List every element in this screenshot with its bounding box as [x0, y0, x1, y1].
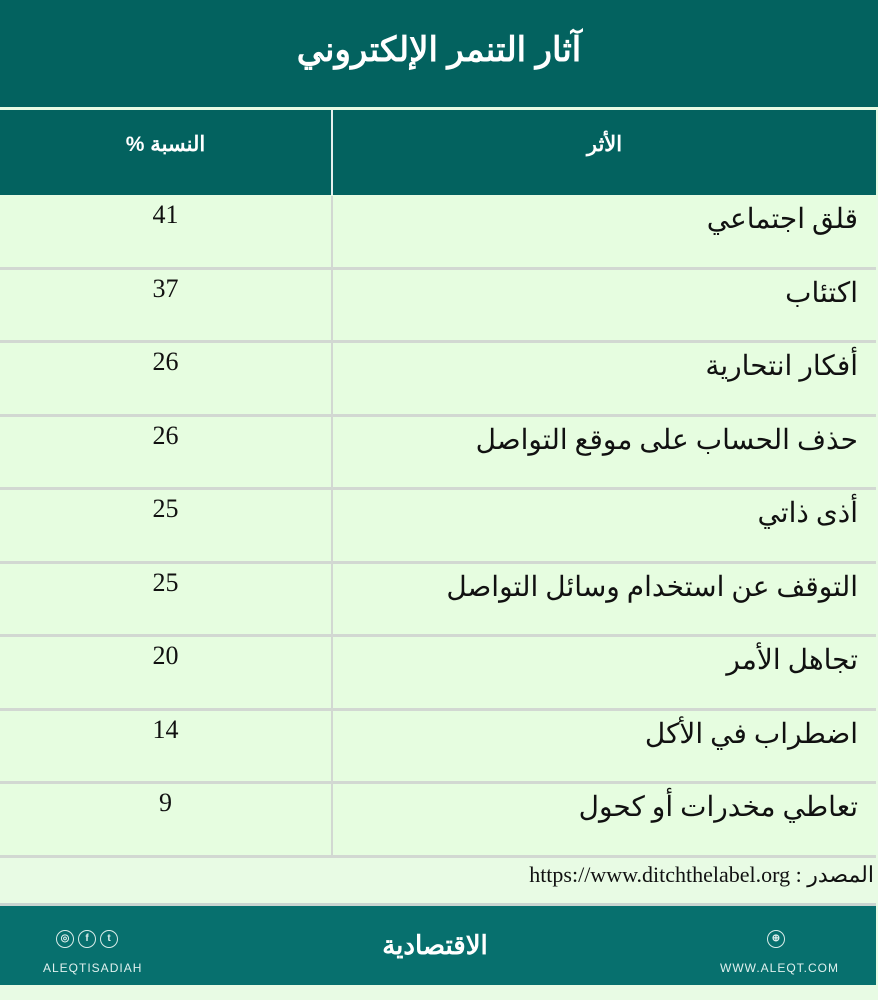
- effect-cell: قلق اجتماعي: [331, 196, 876, 267]
- table-row: [0, 417, 876, 491]
- percent-cell: 14: [152, 714, 179, 744]
- effect-cell: حذف الحساب على موقع التواصل: [331, 417, 876, 488]
- percent-cell: 9: [159, 788, 172, 817]
- table-row: [0, 490, 876, 564]
- effect-cell: اكتئاب: [331, 270, 876, 341]
- table-body: [0, 196, 876, 858]
- effect-cell: أفكار انتحارية: [331, 343, 876, 414]
- source-note: المصدر : https://www.ditchthelabel.org: [529, 862, 874, 887]
- effect-cell: التوقف عن استخدام وسائل التواصل: [331, 564, 876, 635]
- effect-cell: أذى ذاتي: [331, 490, 876, 561]
- column-header-percent: النسبة %: [125, 133, 206, 156]
- page-title: آثار التنمر الإلكتروني: [0, 0, 878, 107]
- percent-cell: 26: [152, 347, 179, 376]
- instagram-icon[interactable]: ◎: [56, 930, 74, 948]
- twitter-icon[interactable]: t: [100, 930, 118, 948]
- table-row: [0, 270, 876, 344]
- facebook-icon[interactable]: f: [78, 930, 96, 948]
- globe-icon: ⊕: [767, 930, 785, 948]
- social-handle: ALEQTISADIAH: [43, 961, 143, 975]
- effect-cell: اضطراب في الأكل: [331, 711, 876, 782]
- percent-cell: 25: [152, 494, 179, 523]
- column-header-effect: الأثر: [331, 110, 876, 195]
- percent-cell: 37: [152, 273, 179, 303]
- website-link[interactable]: WWW.ALEQT.COM: [720, 961, 839, 975]
- table-row: [0, 711, 876, 785]
- table-header: [0, 110, 876, 195]
- percent-cell: 20: [152, 641, 179, 670]
- table-row: [0, 784, 876, 858]
- table-row: [0, 196, 876, 270]
- percent-cell: 26: [152, 420, 179, 450]
- social-icons: [56, 930, 118, 948]
- table-row: [0, 343, 876, 417]
- percent-cell: 41: [152, 200, 179, 229]
- effect-cell: تعاطي مخدرات أو كحول: [331, 784, 876, 855]
- footer: [0, 903, 876, 985]
- effect-cell: تجاهل الأمر: [331, 637, 876, 708]
- table-row: [0, 637, 876, 711]
- logo: الاقتصادية: [382, 930, 488, 960]
- percent-cell: 25: [152, 567, 179, 597]
- table-row: [0, 564, 876, 638]
